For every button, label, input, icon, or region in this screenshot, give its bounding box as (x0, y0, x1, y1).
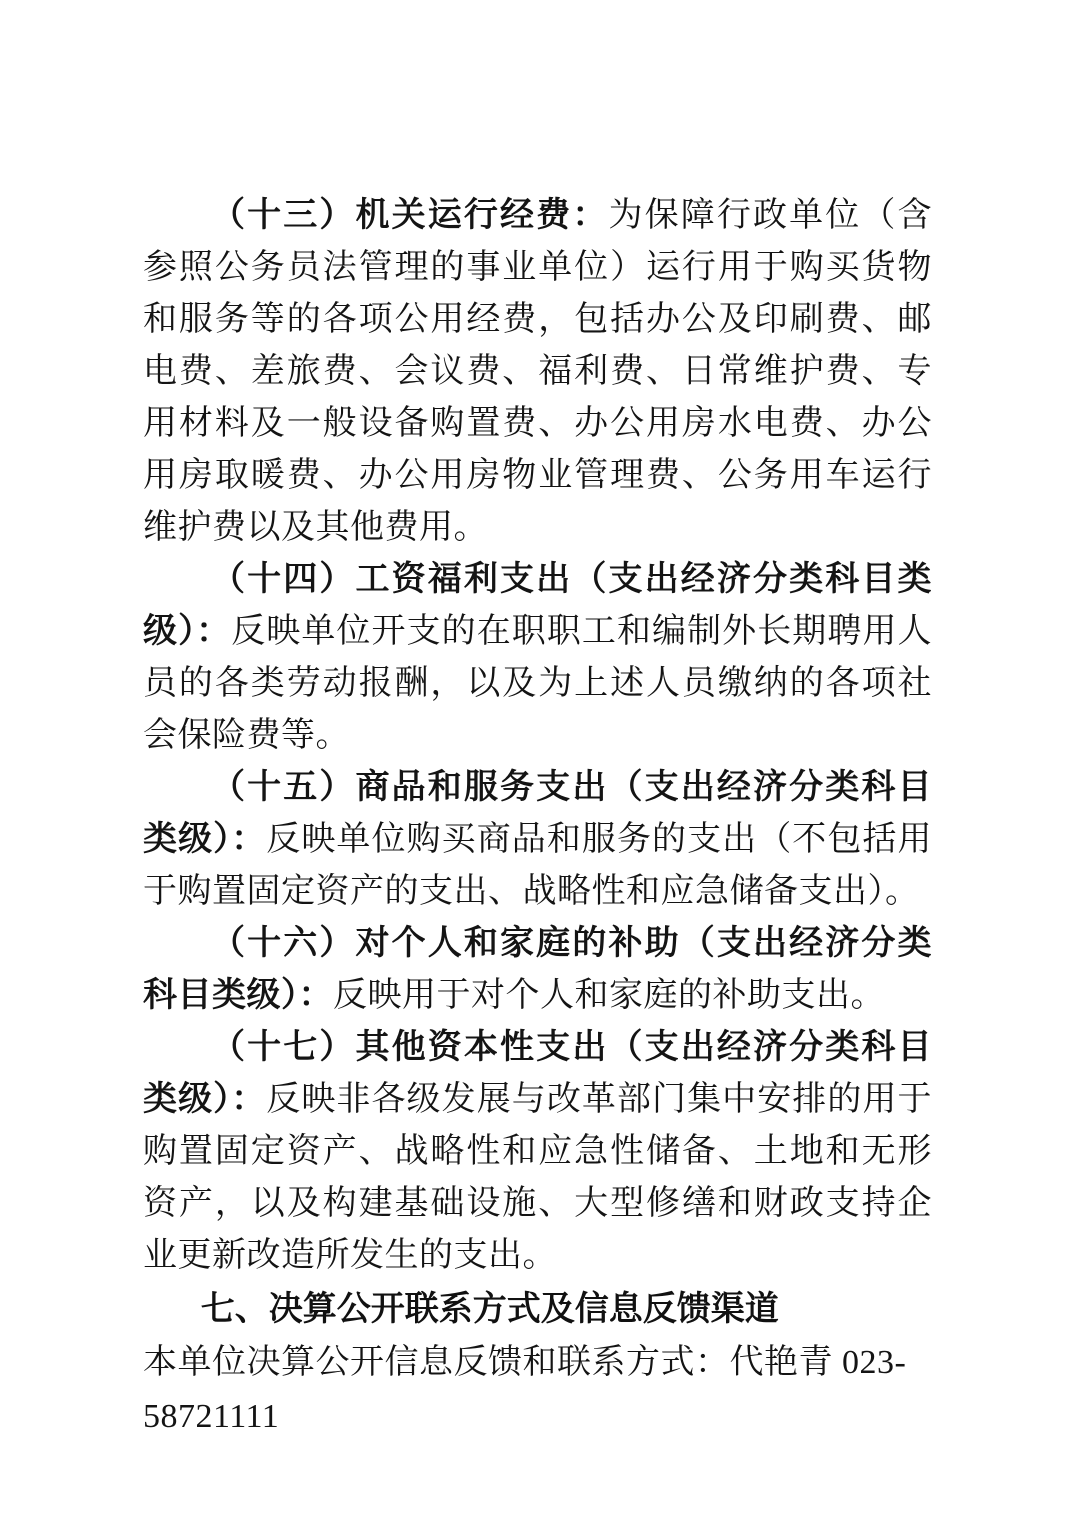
term-definition: 反映非各级发展与改革部门集中安排的用于购置固定资产、战略性和应急性储备、土地和无形资产，以及构建基础设施、大型修缮和财政支持企业更新改造所发生的支出。 (143, 1081, 933, 1274)
contact-line: 本单位决算公开信息反馈和联系方式：代艳青 023-58721111 (143, 1344, 907, 1435)
term-title: （十四）工资福利支出（支出经济分类科目类级）： (143, 561, 932, 650)
term-title: （十七）其他资本性支出（支出经济分类科目类级）： (143, 1029, 932, 1118)
paragraph-item-15 (143, 762, 932, 918)
paragraph-item-13 (143, 190, 932, 554)
paragraph-item-16 (143, 918, 932, 1022)
term-definition: 反映用于对个人和家庭的补助支出。 (333, 977, 885, 1014)
paragraph-item-14 (143, 554, 932, 762)
paragraph-item-17 (143, 1022, 932, 1282)
term-title: （十六）对个人和家庭的补助（支出经济分类科目类级）： (143, 925, 932, 1014)
term-title: （十三）机关运行经费： (211, 197, 609, 234)
term-definition: 为保障行政单位（含参照公务员法管理的事业单位）运行用于购买货物和服务等的各项公用经费，包括办公及印刷费、邮电费、差旅费、会议费、福利费、日常维护费、专用材料及一般设备购置费、办公用房水电费、办公用房取暖费、办公用房物业管理费、公务用车运行维护费以及其他费用。 (143, 197, 933, 546)
section-heading: 七、决算公开联系方式及信息反馈渠道 (200, 1290, 779, 1328)
term-definition: 反映单位购买商品和服务的支出（不包括用于购置固定资产的支出、战略性和应急储备支出）。 (143, 821, 933, 910)
term-definition: 反映单位开支的在职职工和编制外长期聘用人员的各类劳动报酬，以及为上述人员缴纳的各项社会保险费等。 (143, 613, 933, 754)
term-title: （十五）商品和服务支出（支出经济分类科目类级）： (143, 769, 932, 858)
